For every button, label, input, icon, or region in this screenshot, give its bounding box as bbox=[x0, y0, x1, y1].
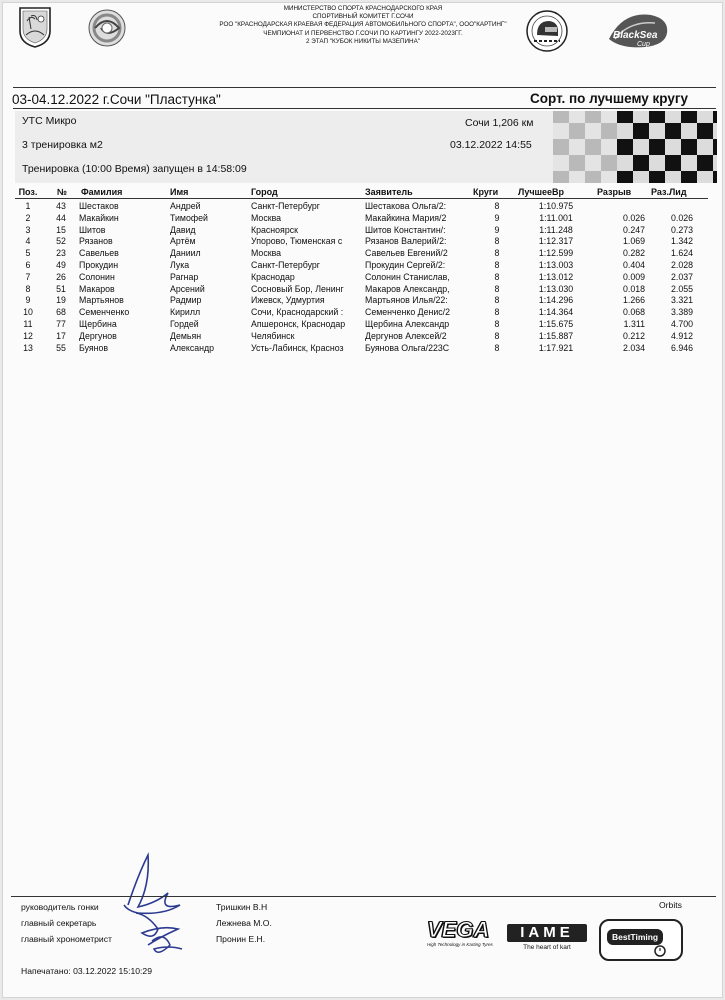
row-entrant: Семенченко Денис/2 bbox=[365, 307, 451, 318]
checker-square bbox=[681, 139, 697, 155]
row-gap-to-leader: 6.946 bbox=[670, 342, 693, 353]
karting-club-logo bbox=[525, 9, 569, 53]
checker-square bbox=[569, 123, 585, 139]
checker-square bbox=[585, 139, 601, 155]
checker-square bbox=[553, 139, 569, 155]
vega-wordmark: VEGA bbox=[427, 917, 490, 942]
row-city: Москва bbox=[251, 248, 282, 259]
checker-square bbox=[681, 123, 697, 139]
row-best-lap: 1:12.317 bbox=[538, 236, 574, 247]
checker-square bbox=[665, 123, 681, 139]
row-city: Краснодар bbox=[251, 271, 295, 282]
results-page bbox=[2, 2, 723, 998]
row-laps: 9 bbox=[494, 224, 500, 235]
row-position: 3 bbox=[25, 224, 31, 235]
column-header-last-name: Фамилия bbox=[81, 187, 123, 197]
row-position: 1 bbox=[25, 201, 31, 211]
iame-wordmark: IAME bbox=[507, 924, 587, 942]
checker-square bbox=[569, 171, 585, 183]
row-entrant: Солонин Станислав, bbox=[365, 271, 450, 282]
besttiming-wordmark: BestTiming bbox=[607, 929, 663, 945]
checker-square bbox=[633, 171, 649, 183]
federation-swirl-logo bbox=[87, 8, 127, 48]
checker-square bbox=[713, 123, 717, 139]
row-best-lap: 1:13.012 bbox=[538, 271, 574, 282]
row-city: Усть-Лабинск, Красноз bbox=[251, 342, 344, 353]
checker-square bbox=[713, 171, 717, 183]
row-laps: 9 bbox=[494, 212, 500, 223]
row-gap: 1.311 bbox=[623, 319, 645, 329]
row-city: Красноярск bbox=[251, 224, 298, 235]
row-entrant: Шитов Константин/: bbox=[365, 224, 446, 235]
svg-text:BlackSea: BlackSea bbox=[613, 30, 658, 41]
row-first-name: Артём bbox=[170, 236, 196, 247]
checker-square bbox=[553, 155, 569, 171]
row-gap: 1.069 bbox=[622, 236, 645, 247]
header-organizers bbox=[143, 5, 583, 46]
checker-square bbox=[681, 171, 697, 183]
row-best-lap: 1:14.364 bbox=[538, 307, 574, 318]
row-best-lap: 1:17.921 bbox=[538, 342, 574, 353]
official-name: Лежнева М.О. bbox=[216, 918, 272, 928]
row-last-name: Щербина bbox=[79, 319, 117, 329]
checker-square bbox=[665, 155, 681, 171]
row-position: 2 bbox=[25, 212, 31, 223]
row-best-lap: 1:13.003 bbox=[538, 260, 574, 270]
row-city: Санкт-Петербург bbox=[251, 260, 320, 270]
checker-square bbox=[617, 139, 633, 155]
row-position: 13 bbox=[23, 342, 33, 353]
row-kart-number: 15 bbox=[56, 224, 66, 235]
row-city: Москва bbox=[251, 212, 282, 223]
row-kart-number: 17 bbox=[56, 330, 66, 341]
sort-title: Сорт. по лучшему кругу bbox=[530, 91, 688, 106]
row-last-name: Шитов bbox=[79, 224, 106, 235]
row-best-lap: 1:13.030 bbox=[538, 283, 574, 294]
checker-square bbox=[553, 123, 569, 139]
table-header-divider bbox=[15, 198, 708, 199]
row-entrant: Шестакова Ольга/2: bbox=[365, 201, 447, 211]
row-laps: 8 bbox=[494, 307, 500, 318]
row-gap-to-leader: 4.700 bbox=[670, 319, 693, 329]
checker-square bbox=[585, 123, 601, 139]
row-position: 6 bbox=[25, 260, 31, 270]
checker-square bbox=[649, 123, 665, 139]
row-city: Апшеронск, Краснодар bbox=[251, 319, 346, 329]
session-name: 3 тренировка м2 bbox=[22, 139, 103, 151]
checker-square bbox=[585, 111, 601, 123]
row-gap-to-leader: 3.321 bbox=[670, 295, 693, 306]
row-best-lap: 1:15.887 bbox=[538, 330, 574, 341]
row-position: 5 bbox=[25, 248, 31, 259]
row-city: Сочи, Краснодарский : bbox=[251, 307, 344, 318]
column-header-best-lap: ЛучшееВр bbox=[518, 187, 565, 197]
checker-square bbox=[569, 155, 585, 171]
vega-logo bbox=[427, 918, 499, 952]
column-header-position: Поз. bbox=[18, 187, 38, 197]
column-header-entrant: Заявитель bbox=[365, 187, 413, 197]
checker-square bbox=[633, 155, 649, 171]
orbits-label: Orbits bbox=[659, 900, 682, 910]
header-line: МИНИСТЕРСТВО СПОРТА КРАСНОДАРСКОГО КРАЯ bbox=[283, 5, 443, 12]
checker-square bbox=[665, 111, 681, 123]
row-gap: 1.266 bbox=[622, 295, 645, 306]
checkered-flag-graphic bbox=[553, 111, 717, 183]
column-header-number: № bbox=[57, 187, 68, 197]
row-last-name: Савельев bbox=[79, 248, 119, 259]
row-gap-to-leader: 2.037 bbox=[670, 271, 693, 282]
session-start: Тренировка (10:00 Время) запущен в 14:58:09 bbox=[22, 163, 247, 175]
row-kart-number: 68 bbox=[56, 307, 66, 318]
row-gap-to-leader: 0.273 bbox=[670, 224, 693, 235]
official-role: руководитель гонки bbox=[21, 902, 99, 912]
row-best-lap: 1:12.599 bbox=[538, 248, 574, 259]
checker-square bbox=[601, 139, 617, 155]
row-gap-to-leader: 3.389 bbox=[670, 307, 693, 318]
row-laps: 8 bbox=[494, 342, 500, 353]
row-first-name: Радмир bbox=[170, 295, 202, 306]
official-role: главный секретарь bbox=[21, 918, 97, 928]
checker-square bbox=[617, 111, 633, 123]
row-entrant: Рязанов Валерий/2: bbox=[365, 236, 447, 247]
official-role: главный хронометрист bbox=[21, 934, 112, 944]
black-sea-cup-logo bbox=[601, 9, 675, 51]
row-first-name: Кирилл bbox=[170, 307, 201, 318]
row-kart-number: 44 bbox=[56, 212, 66, 223]
row-laps: 8 bbox=[494, 201, 500, 211]
checker-square bbox=[633, 111, 649, 123]
vega-tagline: High Technology in Karting Tyres bbox=[427, 942, 493, 947]
checker-square bbox=[617, 171, 633, 183]
row-city: Сосновый Бор, Ленинг bbox=[251, 283, 344, 294]
checker-square bbox=[585, 155, 601, 171]
row-gap-to-leader: 1.624 bbox=[670, 248, 693, 259]
row-first-name: Лука bbox=[170, 260, 190, 270]
row-kart-number: 77 bbox=[56, 319, 66, 329]
row-position: 4 bbox=[25, 236, 31, 247]
row-laps: 8 bbox=[494, 319, 500, 329]
checker-square bbox=[681, 155, 697, 171]
row-first-name: Рагнар bbox=[170, 271, 199, 282]
row-city: Ижевск, Удмуртия bbox=[251, 295, 325, 306]
row-entrant: Савельев Евгений/2 bbox=[365, 248, 448, 259]
row-position: 11 bbox=[23, 319, 33, 329]
row-gap: 0.404 bbox=[622, 260, 645, 270]
row-laps: 8 bbox=[494, 248, 500, 259]
row-position: 7 bbox=[25, 271, 31, 282]
row-kart-number: 23 bbox=[56, 248, 66, 259]
event-title: 03-04.12.2022 г.Сочи "Пластунка" bbox=[12, 92, 221, 107]
row-last-name: Дергунов bbox=[79, 330, 117, 341]
official-name: Пронин Е.Н. bbox=[216, 934, 266, 944]
row-last-name: Буянов bbox=[79, 342, 109, 353]
checker-square bbox=[633, 123, 649, 139]
checker-square bbox=[697, 123, 713, 139]
row-gap-to-leader: 4.912 bbox=[670, 330, 693, 341]
row-gap-to-leader: 2.028 bbox=[670, 260, 693, 270]
class-name: УТС Микро bbox=[22, 115, 77, 127]
checker-square bbox=[601, 155, 617, 171]
checker-square bbox=[697, 171, 713, 183]
column-header-gap: Разрыв bbox=[597, 187, 632, 197]
row-last-name: Солонин bbox=[79, 271, 115, 282]
column-header-first-name: Имя bbox=[170, 187, 189, 197]
session-info-band bbox=[15, 111, 717, 183]
row-gap: 0.282 bbox=[622, 248, 645, 259]
row-gap-to-leader: 1.342 bbox=[670, 236, 693, 247]
row-last-name: Шестаков bbox=[79, 201, 119, 211]
checker-square bbox=[713, 155, 717, 171]
row-best-lap: 1:11.001 bbox=[539, 212, 573, 223]
row-entrant: Буянова Ольга/223С bbox=[365, 342, 450, 353]
row-gap: 0.009 bbox=[622, 271, 645, 282]
row-entrant: Макайкина Мария/2 bbox=[365, 212, 447, 223]
checker-square bbox=[585, 171, 601, 183]
column-header-gap-to-leader: Раз.Лид bbox=[651, 187, 687, 197]
row-gap: 2.034 bbox=[622, 342, 645, 353]
row-position: 10 bbox=[23, 307, 33, 318]
iame-logo bbox=[507, 924, 591, 956]
row-entrant: Прокудин Сергей/2: bbox=[365, 260, 446, 270]
checker-square bbox=[601, 171, 617, 183]
row-first-name: Андрей bbox=[170, 201, 201, 211]
row-gap: 0.018 bbox=[622, 283, 645, 294]
row-gap: 0.068 bbox=[622, 307, 645, 318]
checker-square bbox=[553, 171, 569, 183]
row-city: Санкт-Петербург bbox=[251, 201, 320, 211]
row-first-name: Демьян bbox=[170, 330, 202, 341]
row-last-name: Рязанов bbox=[79, 236, 113, 247]
row-gap: 0.212 bbox=[622, 330, 645, 341]
row-entrant: Макаров Александр, bbox=[365, 283, 450, 294]
track-info: Сочи 1,206 км bbox=[465, 117, 534, 129]
row-city: Челябинск bbox=[251, 330, 295, 341]
row-kart-number: 49 bbox=[56, 260, 66, 270]
checker-square bbox=[617, 123, 633, 139]
checker-square bbox=[697, 111, 713, 123]
official-name: Тришкин В.Н bbox=[216, 902, 268, 912]
header-line: СПОРТИВНЫЙ КОМИТЕТ Г.СОЧИ bbox=[312, 13, 414, 21]
row-position: 8 bbox=[25, 283, 31, 294]
header-line: 2 ЭТАП "КУБОК НИКИТЫ МАЗЕПИНА" bbox=[305, 37, 421, 45]
checker-square bbox=[681, 111, 697, 123]
checker-square bbox=[649, 111, 665, 123]
row-entrant: Мартьянов Илья/22: bbox=[365, 295, 448, 306]
sochi-coat-of-arms-logo bbox=[17, 5, 53, 49]
header-line: РОО "КРАСНОДАРСКАЯ КРАЕВАЯ ФЕДЕРАЦИЯ АВТОМОБИЛЬНОГО СПОРТА", ООО"КАРТИНГ" bbox=[219, 21, 507, 29]
printed-timestamp: Напечатано: 03.12.2022 15:10:29 bbox=[21, 966, 152, 976]
checker-square bbox=[569, 139, 585, 155]
row-first-name: Александр bbox=[170, 342, 215, 353]
row-first-name: Давид bbox=[170, 224, 196, 235]
row-entrant: Щербина Александр bbox=[365, 319, 450, 329]
besttiming-logo bbox=[599, 919, 683, 961]
row-gap: 0.247 bbox=[622, 224, 645, 235]
row-last-name: Макаров bbox=[79, 283, 115, 294]
checker-square bbox=[713, 139, 717, 155]
row-best-lap: 1:11.248 bbox=[539, 224, 573, 235]
checker-square bbox=[697, 139, 713, 155]
divider bbox=[13, 87, 716, 88]
checker-square bbox=[649, 155, 665, 171]
column-header-laps: Круги bbox=[473, 187, 499, 197]
row-entrant: Дергунов Алексей/2 bbox=[365, 330, 447, 341]
checker-square bbox=[649, 171, 665, 183]
row-gap-to-leader: 2.055 bbox=[670, 283, 693, 294]
handwritten-signatures bbox=[98, 845, 218, 965]
header-line: ЧЕМПИОНАТ И ПЕРВЕНСТВО Г.СОЧИ ПО КАРТИНГУ 2022-2023ГГ. bbox=[263, 29, 463, 37]
row-last-name: Прокудин bbox=[79, 260, 119, 270]
checker-square bbox=[633, 139, 649, 155]
iame-tagline: The heart of kart bbox=[523, 944, 571, 951]
stopwatch-icon bbox=[653, 945, 667, 957]
checker-square bbox=[553, 111, 569, 123]
row-kart-number: 55 bbox=[56, 342, 66, 353]
checker-square bbox=[697, 155, 713, 171]
checker-square bbox=[665, 139, 681, 155]
row-laps: 8 bbox=[494, 260, 500, 270]
row-gap: 0.026 bbox=[622, 212, 645, 223]
row-gap-to-leader: 0.026 bbox=[670, 212, 693, 223]
row-position: 12 bbox=[23, 330, 33, 341]
row-city: Упорово, Тюменская с bbox=[251, 236, 343, 247]
row-best-lap: 1:14.296 bbox=[538, 295, 574, 306]
row-laps: 8 bbox=[494, 330, 500, 341]
divider bbox=[13, 108, 716, 109]
checker-square bbox=[601, 111, 617, 123]
checker-square bbox=[617, 155, 633, 171]
row-kart-number: 43 bbox=[56, 201, 66, 211]
row-laps: 8 bbox=[494, 236, 500, 247]
row-kart-number: 26 bbox=[56, 271, 66, 282]
row-laps: 8 bbox=[494, 295, 500, 306]
checker-square bbox=[665, 171, 681, 183]
row-first-name: Даниил bbox=[170, 248, 201, 259]
row-last-name: Мартьянов bbox=[79, 295, 124, 306]
checker-square bbox=[569, 111, 585, 123]
row-position: 9 bbox=[25, 295, 31, 306]
row-first-name: Тимофей bbox=[170, 212, 208, 223]
column-header-city: Город bbox=[251, 187, 278, 197]
svg-text:Cup: Cup bbox=[637, 41, 650, 48]
checker-square bbox=[649, 139, 665, 155]
checker-square bbox=[601, 123, 617, 139]
row-first-name: Гордей bbox=[170, 319, 199, 329]
row-laps: 8 bbox=[494, 271, 500, 282]
row-kart-number: 19 bbox=[56, 295, 66, 306]
row-laps: 8 bbox=[494, 283, 500, 294]
checker-square bbox=[713, 111, 717, 123]
row-best-lap: 1:10.975 bbox=[538, 201, 574, 211]
row-kart-number: 52 bbox=[56, 236, 66, 247]
row-last-name: Семенченко bbox=[79, 307, 130, 318]
session-datetime: 03.12.2022 14:55 bbox=[450, 139, 532, 151]
row-best-lap: 1:15.675 bbox=[538, 319, 574, 329]
row-last-name: Макайкин bbox=[79, 212, 119, 223]
row-kart-number: 51 bbox=[56, 283, 66, 294]
row-first-name: Арсений bbox=[170, 283, 205, 294]
footer-divider bbox=[11, 896, 716, 897]
